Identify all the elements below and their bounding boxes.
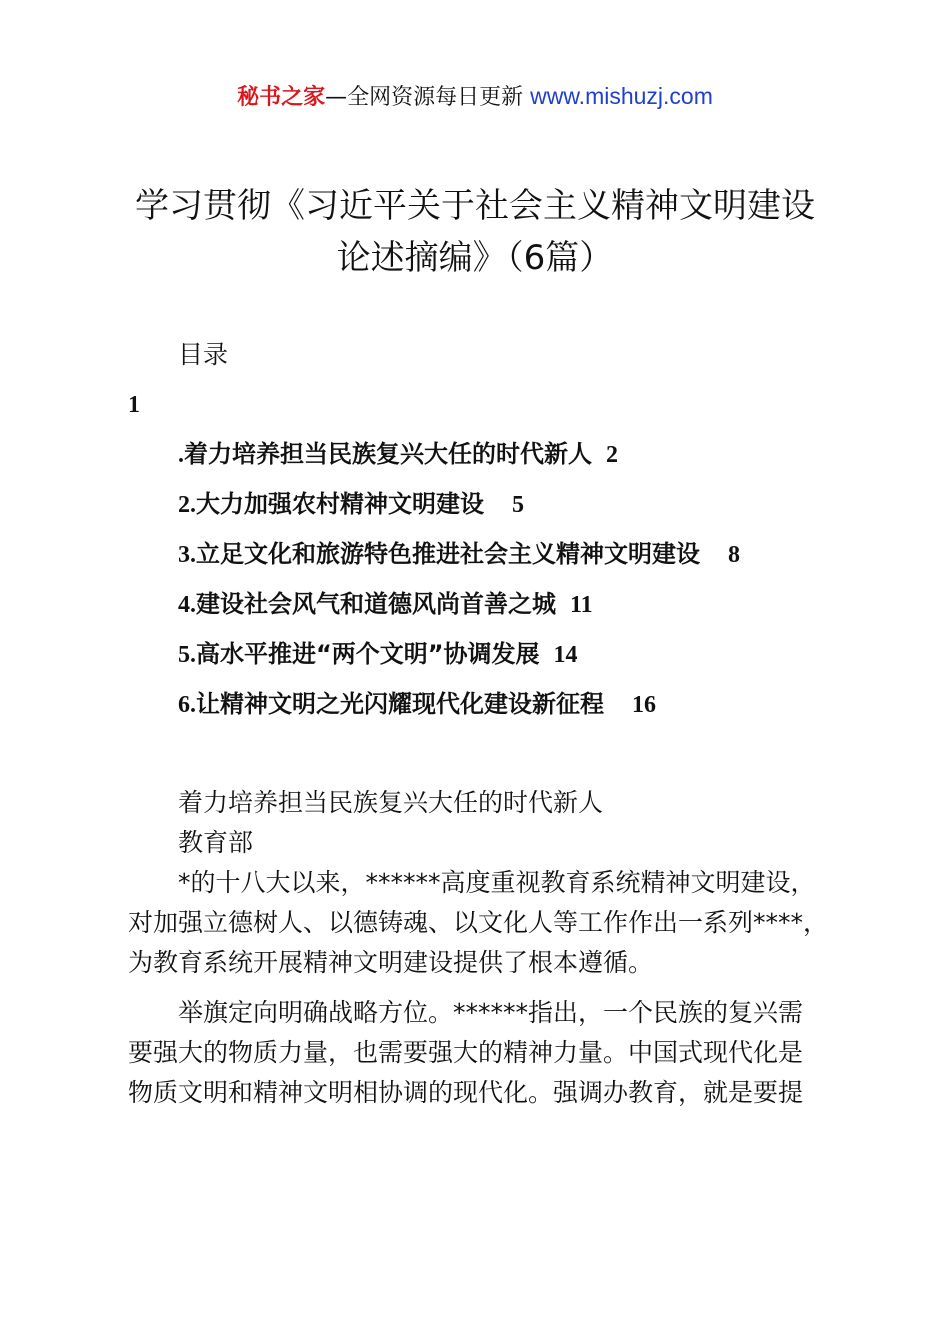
toc-item-text: 高水平推进“两个文明”协调发展 <box>196 640 540 668</box>
brand-name: 秘书之家 <box>237 85 326 110</box>
toc-item-number: 4. <box>178 592 196 618</box>
paragraph-line: 要强大的物质力量，也需要强大的精神力量。中国式现代化是 <box>128 1038 804 1067</box>
article-body <box>128 784 833 1114</box>
toc-item-number: 5. <box>178 642 196 668</box>
toc-item-number: 2. <box>178 492 196 518</box>
site-url-link[interactable]: www.mishuzj.com <box>530 83 713 109</box>
article-heading: 着力培养担当民族复兴大任的时代新人 <box>178 788 604 817</box>
toc-item[interactable] <box>178 636 740 686</box>
paragraph-2 <box>128 994 833 1114</box>
toc-item-number: 6. <box>178 692 196 718</box>
paragraph-line: 对加强立德树人、以德铸魂、以文化人等工作作出一系列****， <box>128 908 829 937</box>
toc-item-text: 立足文化和旅游特色推进社会主义精神文明建设 <box>196 540 700 568</box>
paragraph-line: 物质文明和精神文明相协调的现代化。强调办教育，就是要提 <box>128 1078 804 1107</box>
paragraph-line: 为教育系统开展精神文明建设提供了根本遵循。 <box>128 948 654 977</box>
toc-item-number: 3. <box>178 542 196 568</box>
toc-item-text: 大力加强农村精神文明建设 <box>196 490 484 518</box>
table-of-contents <box>178 436 740 736</box>
toc-heading: 目录 <box>178 340 229 369</box>
paragraph-line: *的十八大以来，******高度重视教育系统精神文明建设， <box>178 868 816 897</box>
toc-first-number: 1 <box>128 392 140 418</box>
toc-item[interactable] <box>178 586 740 636</box>
toc-item-page: 2 <box>606 442 618 468</box>
paragraph-line: 举旗定向明确战略方位。******指出，一个民族的复兴需 <box>178 998 804 1027</box>
toc-item-text: 着力培养担当民族复兴大任的时代新人 <box>184 440 592 468</box>
toc-item[interactable] <box>178 486 740 536</box>
toc-item-number: . <box>178 442 184 468</box>
document-title <box>80 180 870 284</box>
site-banner <box>0 80 950 114</box>
title-line-1: 学习贯彻《习近平关于社会主义精神文明建设 <box>135 186 815 226</box>
toc-item-page: 8 <box>728 542 740 568</box>
toc-item-page: 16 <box>632 692 656 718</box>
toc-item[interactable] <box>178 536 740 586</box>
toc-item-text: 让精神文明之光闪耀现代化建设新征程 <box>196 690 604 718</box>
toc-item-text: 建设社会风气和道德风尚首善之城 <box>196 590 556 618</box>
article-author: 教育部 <box>178 828 254 857</box>
toc-item-page: 5 <box>512 492 524 518</box>
toc-item[interactable] <box>178 686 740 736</box>
paragraph-1 <box>128 864 833 984</box>
toc-item-page: 11 <box>570 592 593 618</box>
title-line-2: 论述摘编》（6篇） <box>336 238 614 278</box>
banner-tagline: —全网资源每日更新 <box>325 85 524 110</box>
toc-item[interactable] <box>178 436 740 486</box>
toc-item-page: 14 <box>553 642 578 668</box>
